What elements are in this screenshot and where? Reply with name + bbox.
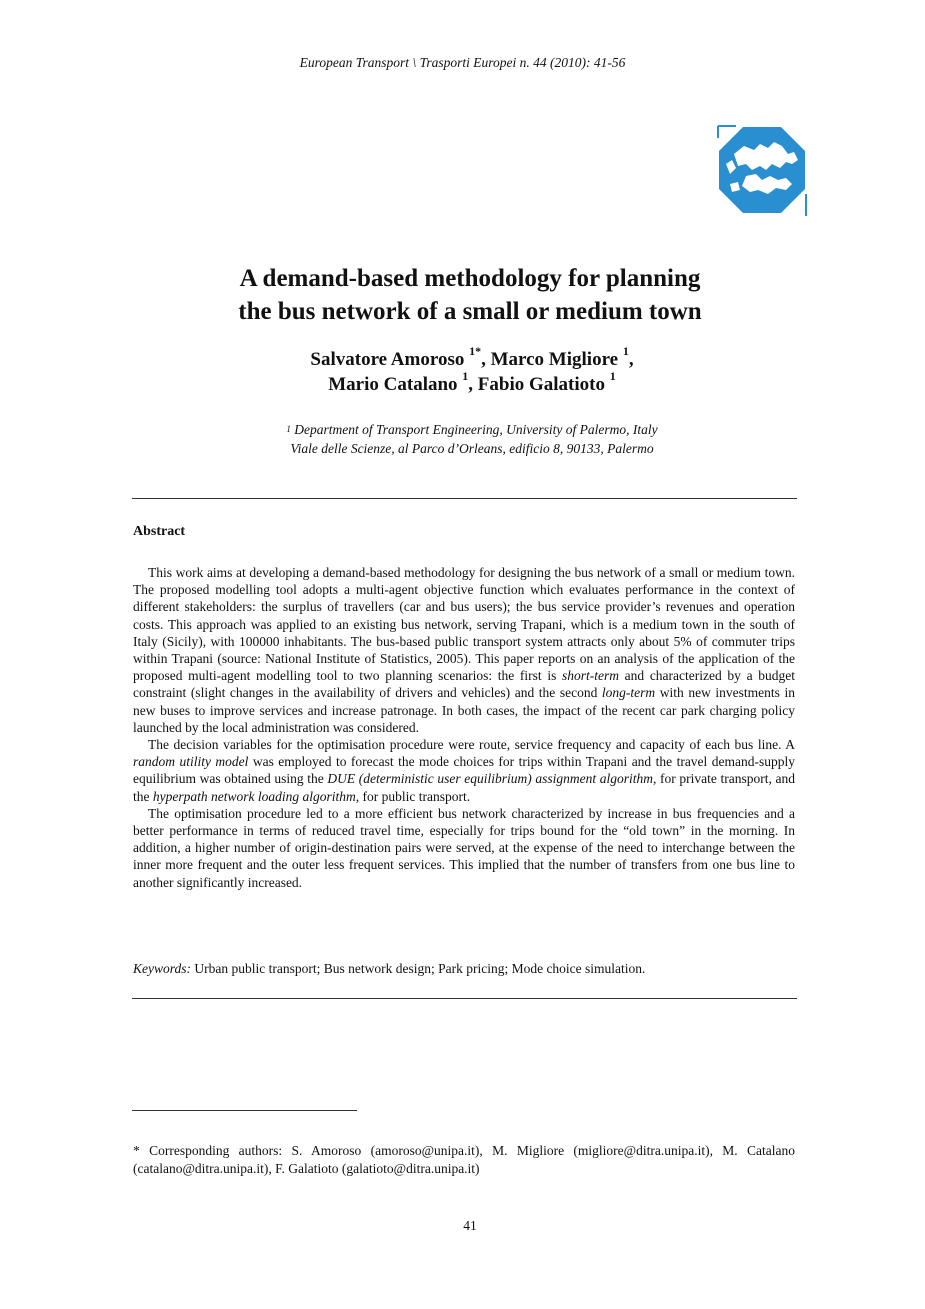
abstract-paragraph: The optimisation procedure led to a more efficient bus network characterized by increase in bus frequencies and a better performance in terms of reduced travel time, especially for trips bound for the “old town” in the morning. In addition, a higher number of origin-destination pairs were served, at the expense of the need to interchange between the inner more frequent and the outer less frequent services. This implied that the number of transfers from one bus line to another significantly increased.	[133, 805, 795, 890]
affil-mark: 1	[286, 424, 291, 434]
author-affil-mark: 1	[609, 369, 616, 383]
title-line-1: A demand-based methodology for planning	[239, 265, 701, 292]
keywords-text: Urban public transport; Bus network design; Park pricing; Mode choice simulation.	[191, 961, 646, 976]
keywords-label: Keywords:	[133, 961, 191, 976]
affil-line-2: Viale delle Scienze, al Parco d’Orleans, edificio 8, 90133, Palermo	[290, 441, 654, 456]
page-number: 41	[463, 1218, 477, 1233]
abstract-heading: Abstract	[133, 524, 186, 539]
affiliation	[0, 420, 925, 458]
author-affil-mark: 1	[622, 344, 629, 358]
abstract-paragraph: The decision variables for the optimisation procedure were route, service frequency and capacity of each bus line. A random utility model was employed to forecast the mode choices for trips within Trapani and the travel demand-supply equilibrium was obtained using the DUE (deterministic user equilibrium) assignment algorithm, for private transport, and the hyperpath network loading algorithm, for public transport.	[133, 737, 796, 804]
keywords	[133, 961, 795, 977]
top-divider	[132, 498, 797, 499]
abstract-body	[133, 564, 795, 891]
author-name: Fabio Galatioto	[477, 374, 605, 395]
author-affil-mark: 1	[462, 369, 469, 383]
abstract-paragraph: This work aims at developing a demand-based methodology for designing the bus network of a small or medium town. The proposed modelling tool adopts a multi-agent objective function which evaluates performance in the context of different stakeholders: the surplus of travellers (car and bus users); the bus service provider’s revenues and operation costs. This approach was applied to an existing bus network, serving Trapani, which is a medium town in the south of Italy (Sicily), with 100000 inhabitants. The bus-based public transport system attracts only about 5% of commuter trips within Trapani (source: National Institute of Statistics, 2005). This paper reports on an analysis of the application of the proposed multi-agent modelling tool to two planning scenarios: the first is short-term and characterized by a budget constraint (slight changes in the availability of drivers and vehicles) and the second long-term with new investments in new buses to improve services and increase patronage. In both cases, the impact of the recent car park charging policy launched by the local administration was considered.	[133, 565, 795, 735]
author-name: Salvatore Amoroso	[310, 349, 465, 370]
author-affil-mark: 1*	[469, 344, 482, 358]
affil-line-1: Department of Transport Engineering, University of Palermo, Italy	[294, 422, 658, 437]
author-list: Salvatore Amoroso $^{1*}$, Marco Migliore $^1$, Mario Catalano $^1$, Fabio Galatioto $^1$	[310, 344, 634, 395]
journal-header: European Transport \ Trasporti Europei n. 44 (2010): 41-56	[299, 55, 626, 70]
title-line-2: the bus network of a small or medium town	[238, 298, 702, 325]
journal-logo-map-icon	[716, 124, 808, 216]
author-name: Mario Catalano	[328, 374, 458, 395]
corresponding-author-footnote: * Corresponding authors: S. Amoroso (amoroso@unipa.it), M. Migliore (migliore@ditra.unipa.it), M. Catalano (catalano@ditra.unipa.it), F. Galatioto (galatioto@ditra.unipa.it)	[133, 1143, 795, 1176]
author-name: Marco Migliore	[490, 349, 619, 370]
footnote-divider	[132, 1110, 357, 1111]
paper-title	[0, 262, 925, 328]
bottom-divider	[132, 998, 797, 999]
